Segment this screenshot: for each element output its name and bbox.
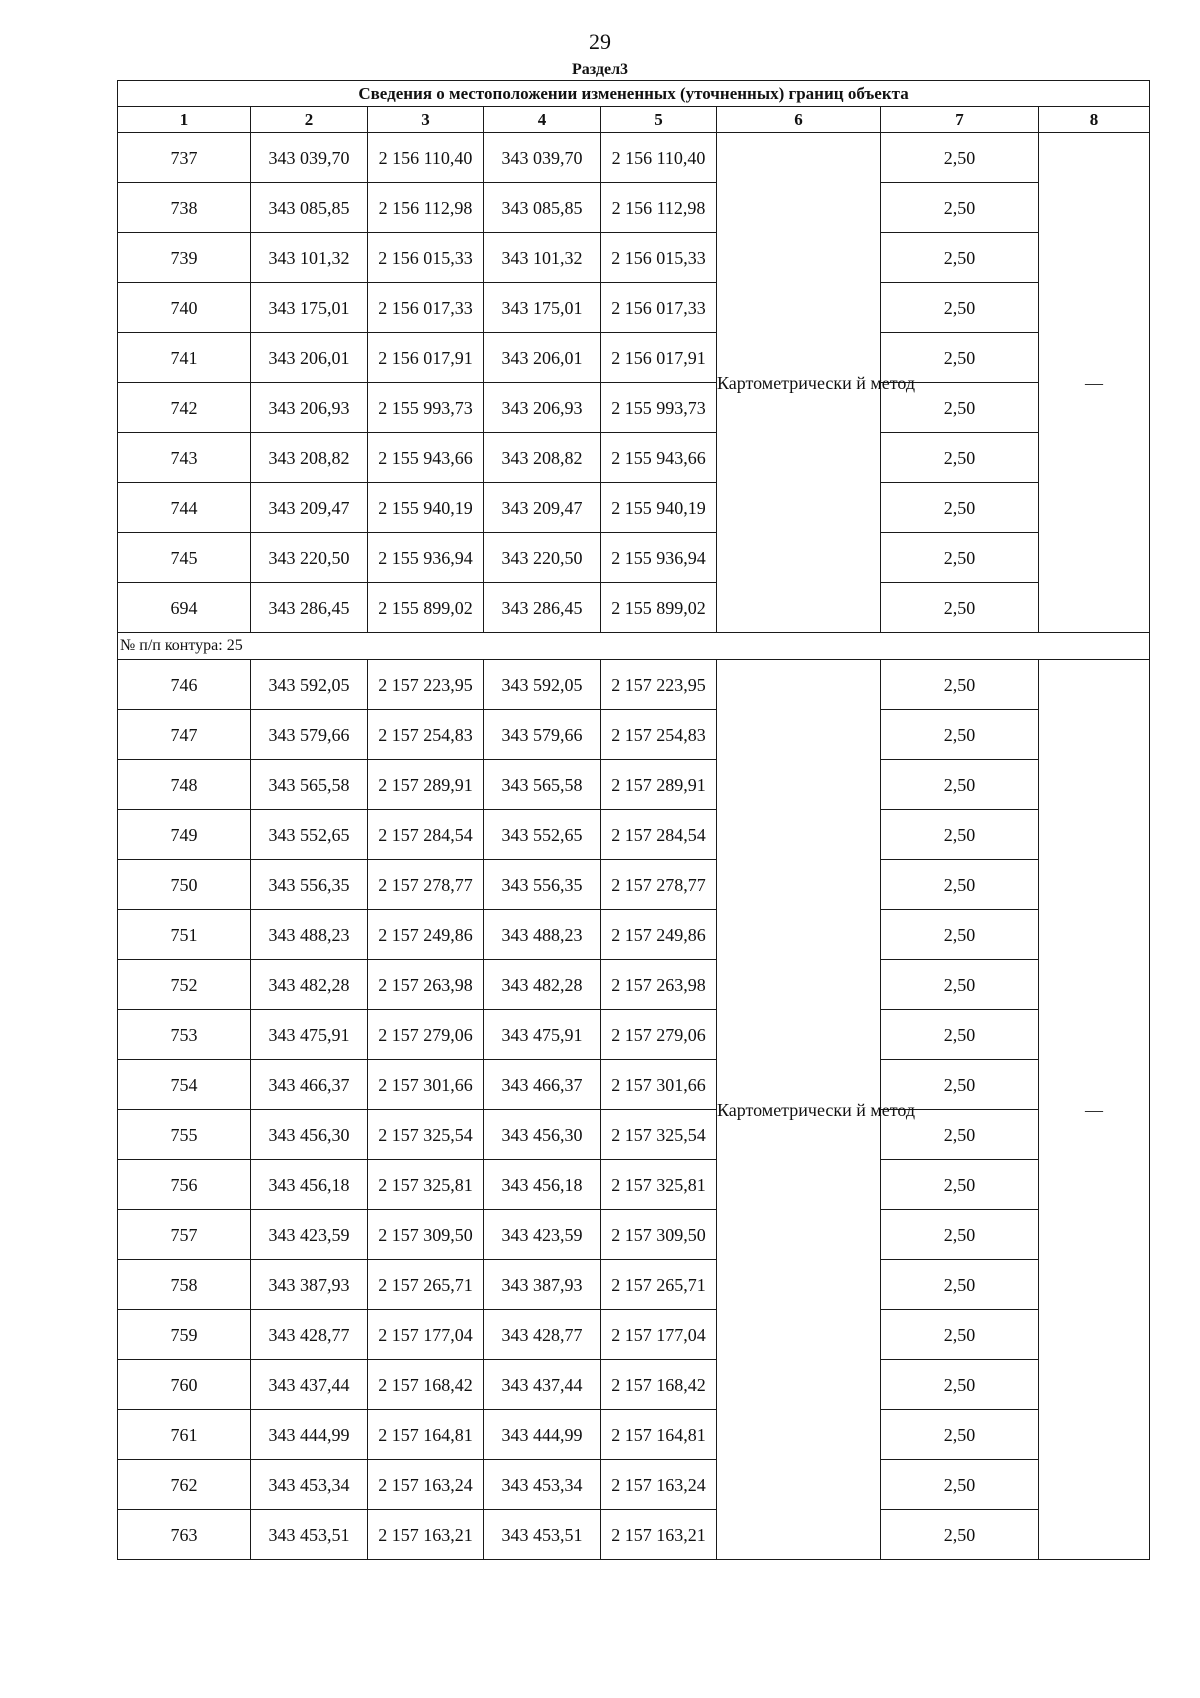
- y-existing: 2 157 289,91: [368, 760, 484, 810]
- y-existing: 2 157 278,77: [368, 860, 484, 910]
- accuracy-value: 2,50: [881, 810, 1039, 860]
- accuracy-value: 2,50: [881, 433, 1039, 483]
- table-title: Сведения о местоположении измененных (уточненных) границ объекта: [118, 81, 1150, 107]
- x-existing: 343 453,51: [251, 1510, 368, 1560]
- table-row: [118, 483, 1150, 533]
- x-new: 343 453,51: [484, 1510, 601, 1560]
- y-new: 2 157 325,54: [601, 1110, 717, 1160]
- y-existing: 2 155 940,19: [368, 483, 484, 533]
- x-existing: 343 039,70: [251, 133, 368, 183]
- accuracy-value: 2,50: [881, 1110, 1039, 1160]
- x-existing: 343 437,44: [251, 1360, 368, 1410]
- point-number: 751: [118, 910, 251, 960]
- contour-label-row: [118, 633, 1150, 660]
- y-new: 2 156 017,91: [601, 333, 717, 383]
- point-number: 753: [118, 1010, 251, 1060]
- y-existing: 2 157 168,42: [368, 1360, 484, 1410]
- column-number: 1: [118, 107, 251, 133]
- x-new: 343 423,59: [484, 1210, 601, 1260]
- table-row: [118, 133, 1150, 183]
- y-new: 2 157 254,83: [601, 710, 717, 760]
- point-number: 743: [118, 433, 251, 483]
- accuracy-value: 2,50: [881, 1260, 1039, 1310]
- accuracy-value: 2,50: [881, 660, 1039, 710]
- x-existing: 343 579,66: [251, 710, 368, 760]
- x-existing: 343 444,99: [251, 1410, 368, 1460]
- table-row: [118, 860, 1150, 910]
- column-number: 7: [881, 107, 1039, 133]
- y-existing: 2 155 936,94: [368, 533, 484, 583]
- point-number: 744: [118, 483, 251, 533]
- y-new: 2 155 940,19: [601, 483, 717, 533]
- accuracy-value: 2,50: [881, 233, 1039, 283]
- table-row: [118, 1360, 1150, 1410]
- x-new: 343 208,82: [484, 433, 601, 483]
- point-number: 759: [118, 1310, 251, 1360]
- point-number: 742: [118, 383, 251, 433]
- x-existing: 343 488,23: [251, 910, 368, 960]
- x-existing: 343 208,82: [251, 433, 368, 483]
- column-number: 3: [368, 107, 484, 133]
- table-row: [118, 910, 1150, 960]
- x-existing: 343 220,50: [251, 533, 368, 583]
- table-row: [118, 583, 1150, 633]
- y-new: 2 157 163,24: [601, 1460, 717, 1510]
- table-row: [118, 1460, 1150, 1510]
- y-existing: 2 157 249,86: [368, 910, 484, 960]
- x-new: 343 444,99: [484, 1410, 601, 1460]
- x-existing: 343 206,93: [251, 383, 368, 433]
- y-new: 2 157 164,81: [601, 1410, 717, 1460]
- accuracy-value: 2,50: [881, 1210, 1039, 1260]
- x-existing: 343 209,47: [251, 483, 368, 533]
- accuracy-value: 2,50: [881, 583, 1039, 633]
- y-new: 2 157 223,95: [601, 660, 717, 710]
- table-row: [118, 433, 1150, 483]
- x-existing: 343 085,85: [251, 183, 368, 233]
- column-number: 8: [1039, 107, 1150, 133]
- accuracy-value: 2,50: [881, 1160, 1039, 1210]
- page-number: 29: [589, 29, 611, 54]
- column-number: 4: [484, 107, 601, 133]
- y-new: 2 157 325,81: [601, 1160, 717, 1210]
- y-new: 2 157 265,71: [601, 1260, 717, 1310]
- x-new: 343 437,44: [484, 1360, 601, 1410]
- table-row: [118, 233, 1150, 283]
- y-existing: 2 157 164,81: [368, 1410, 484, 1460]
- point-number: 749: [118, 810, 251, 860]
- table-row: [118, 760, 1150, 810]
- boundary-coordinates-table: [117, 80, 1150, 1560]
- y-existing: 2 156 017,33: [368, 283, 484, 333]
- x-new: 343 556,35: [484, 860, 601, 910]
- contour-label: № п/п контура: 25: [118, 633, 1150, 660]
- accuracy-value: 2,50: [881, 1360, 1039, 1410]
- x-existing: 343 206,01: [251, 333, 368, 383]
- y-existing: 2 157 265,71: [368, 1260, 484, 1310]
- column8-cell: —: [1039, 660, 1150, 1560]
- x-existing: 343 428,77: [251, 1310, 368, 1360]
- accuracy-value: 2,50: [881, 1460, 1039, 1510]
- x-new: 343 039,70: [484, 133, 601, 183]
- x-existing: 343 552,65: [251, 810, 368, 860]
- table-row: [118, 333, 1150, 383]
- accuracy-value: 2,50: [881, 960, 1039, 1010]
- y-existing: 2 157 284,54: [368, 810, 484, 860]
- y-existing: 2 156 015,33: [368, 233, 484, 283]
- table-row: [118, 383, 1150, 433]
- point-number: 763: [118, 1510, 251, 1560]
- x-new: 343 286,45: [484, 583, 601, 633]
- x-new: 343 085,85: [484, 183, 601, 233]
- y-existing: 2 157 279,06: [368, 1010, 484, 1060]
- table-row: [118, 1060, 1150, 1110]
- y-new: 2 157 279,06: [601, 1010, 717, 1060]
- table-row: [118, 1010, 1150, 1060]
- point-number: 760: [118, 1360, 251, 1410]
- y-existing: 2 157 301,66: [368, 1060, 484, 1110]
- y-existing: 2 157 254,83: [368, 710, 484, 760]
- accuracy-value: 2,50: [881, 333, 1039, 383]
- y-existing: 2 157 223,95: [368, 660, 484, 710]
- x-new: 343 175,01: [484, 283, 601, 333]
- x-existing: 343 387,93: [251, 1260, 368, 1310]
- accuracy-value: 2,50: [881, 1060, 1039, 1110]
- x-existing: 343 565,58: [251, 760, 368, 810]
- x-new: 343 220,50: [484, 533, 601, 583]
- point-number: 738: [118, 183, 251, 233]
- y-existing: 2 156 112,98: [368, 183, 484, 233]
- point-number: 755: [118, 1110, 251, 1160]
- y-existing: 2 156 110,40: [368, 133, 484, 183]
- accuracy-value: 2,50: [881, 533, 1039, 583]
- y-existing: 2 157 325,81: [368, 1160, 484, 1210]
- point-number: 741: [118, 333, 251, 383]
- x-new: 343 488,23: [484, 910, 601, 960]
- x-existing: 343 456,18: [251, 1160, 368, 1210]
- accuracy-value: 2,50: [881, 483, 1039, 533]
- section-title: Раздел3: [571, 61, 629, 78]
- accuracy-value: 2,50: [881, 1410, 1039, 1460]
- y-new: 2 156 017,33: [601, 283, 717, 333]
- point-number: 752: [118, 960, 251, 1010]
- point-number: 747: [118, 710, 251, 760]
- y-new: 2 155 943,66: [601, 433, 717, 483]
- x-existing: 343 101,32: [251, 233, 368, 283]
- accuracy-value: 2,50: [881, 860, 1039, 910]
- x-new: 343 456,30: [484, 1110, 601, 1160]
- x-new: 343 428,77: [484, 1310, 601, 1360]
- y-existing: 2 157 325,54: [368, 1110, 484, 1160]
- accuracy-value: 2,50: [881, 1310, 1039, 1360]
- column8-cell: —: [1039, 133, 1150, 633]
- y-existing: 2 155 943,66: [368, 433, 484, 483]
- table-row: [118, 810, 1150, 860]
- x-new: 343 592,05: [484, 660, 601, 710]
- accuracy-value: 2,50: [881, 133, 1039, 183]
- table-row: [118, 1410, 1150, 1460]
- point-number: 761: [118, 1410, 251, 1460]
- accuracy-value: 2,50: [881, 183, 1039, 233]
- x-new: 343 101,32: [484, 233, 601, 283]
- y-new: 2 155 899,02: [601, 583, 717, 633]
- point-number: 739: [118, 233, 251, 283]
- x-new: 343 552,65: [484, 810, 601, 860]
- y-new: 2 157 278,77: [601, 860, 717, 910]
- point-number: 754: [118, 1060, 251, 1110]
- x-new: 343 206,01: [484, 333, 601, 383]
- y-new: 2 156 015,33: [601, 233, 717, 283]
- y-new: 2 156 112,98: [601, 183, 717, 233]
- y-new: 2 157 284,54: [601, 810, 717, 860]
- y-new: 2 157 301,66: [601, 1060, 717, 1110]
- point-number: 737: [118, 133, 251, 183]
- point-number: 758: [118, 1260, 251, 1310]
- x-existing: 343 482,28: [251, 960, 368, 1010]
- method-cell: Картометрически й метод: [717, 133, 881, 633]
- point-number: 694: [118, 583, 251, 633]
- table-row: [118, 1160, 1150, 1210]
- x-existing: 343 175,01: [251, 283, 368, 333]
- y-new: 2 155 993,73: [601, 383, 717, 433]
- y-existing: 2 155 993,73: [368, 383, 484, 433]
- y-new: 2 157 309,50: [601, 1210, 717, 1260]
- x-new: 343 209,47: [484, 483, 601, 533]
- point-number: 762: [118, 1460, 251, 1510]
- y-new: 2 155 936,94: [601, 533, 717, 583]
- y-existing: 2 157 163,21: [368, 1510, 484, 1560]
- table-title-row: [118, 81, 1150, 107]
- table-row: [118, 1110, 1150, 1160]
- point-number: 750: [118, 860, 251, 910]
- table-row: [118, 533, 1150, 583]
- y-new: 2 156 110,40: [601, 133, 717, 183]
- y-new: 2 157 168,42: [601, 1360, 717, 1410]
- point-number: 756: [118, 1160, 251, 1210]
- x-existing: 343 286,45: [251, 583, 368, 633]
- accuracy-value: 2,50: [881, 383, 1039, 433]
- y-existing: 2 155 899,02: [368, 583, 484, 633]
- point-number: 745: [118, 533, 251, 583]
- x-existing: 343 453,34: [251, 1460, 368, 1510]
- y-existing: 2 157 309,50: [368, 1210, 484, 1260]
- table-row: [118, 710, 1150, 760]
- accuracy-value: 2,50: [881, 1510, 1039, 1560]
- y-existing: 2 156 017,91: [368, 333, 484, 383]
- accuracy-value: 2,50: [881, 760, 1039, 810]
- y-existing: 2 157 177,04: [368, 1310, 484, 1360]
- y-existing: 2 157 263,98: [368, 960, 484, 1010]
- x-new: 343 579,66: [484, 710, 601, 760]
- y-new: 2 157 163,21: [601, 1510, 717, 1560]
- x-new: 343 466,37: [484, 1060, 601, 1110]
- table-row: [118, 1310, 1150, 1360]
- y-new: 2 157 263,98: [601, 960, 717, 1010]
- point-number: 740: [118, 283, 251, 333]
- table-row: [118, 660, 1150, 710]
- accuracy-value: 2,50: [881, 1010, 1039, 1060]
- table-row: [118, 960, 1150, 1010]
- x-existing: 343 456,30: [251, 1110, 368, 1160]
- column-number: 6: [717, 107, 881, 133]
- method-cell: Картометрически й метод: [717, 660, 881, 1560]
- x-existing: 343 466,37: [251, 1060, 368, 1110]
- table-row: [118, 1210, 1150, 1260]
- point-number: 748: [118, 760, 251, 810]
- x-new: 343 482,28: [484, 960, 601, 1010]
- x-existing: 343 592,05: [251, 660, 368, 710]
- x-new: 343 475,91: [484, 1010, 601, 1060]
- x-new: 343 456,18: [484, 1160, 601, 1210]
- column-number: 5: [601, 107, 717, 133]
- x-existing: 343 556,35: [251, 860, 368, 910]
- x-new: 343 565,58: [484, 760, 601, 810]
- accuracy-value: 2,50: [881, 283, 1039, 333]
- y-new: 2 157 249,86: [601, 910, 717, 960]
- accuracy-value: 2,50: [881, 910, 1039, 960]
- table-row: [118, 1260, 1150, 1310]
- table-row: [118, 183, 1150, 233]
- y-existing: 2 157 163,24: [368, 1460, 484, 1510]
- accuracy-value: 2,50: [881, 710, 1039, 760]
- x-new: 343 206,93: [484, 383, 601, 433]
- x-existing: 343 423,59: [251, 1210, 368, 1260]
- x-new: 343 387,93: [484, 1260, 601, 1310]
- y-new: 2 157 289,91: [601, 760, 717, 810]
- y-new: 2 157 177,04: [601, 1310, 717, 1360]
- point-number: 746: [118, 660, 251, 710]
- x-existing: 343 475,91: [251, 1010, 368, 1060]
- point-number: 757: [118, 1210, 251, 1260]
- table-row: [118, 283, 1150, 333]
- table-row: [118, 1510, 1150, 1560]
- x-new: 343 453,34: [484, 1460, 601, 1510]
- column-number: 2: [251, 107, 368, 133]
- column-number-row: [118, 107, 1150, 133]
